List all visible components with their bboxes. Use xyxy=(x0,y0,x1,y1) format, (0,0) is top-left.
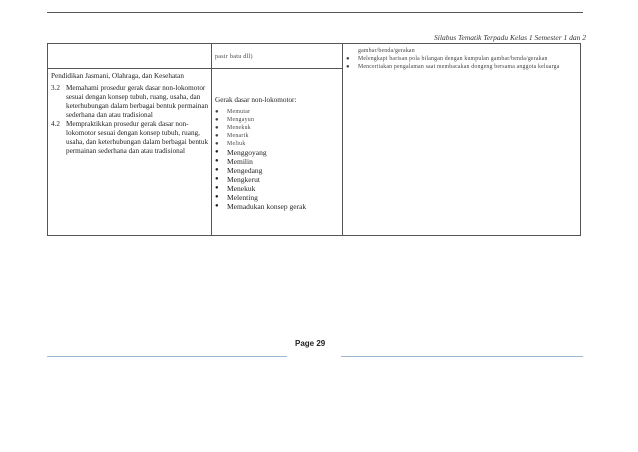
list-item: ● Memilin xyxy=(215,157,253,166)
list-item: ● Menarik xyxy=(215,133,249,139)
list-item: ● Memadukan konsep gerak xyxy=(215,202,307,211)
list-item: ● Menceritakan pengalaman saat membacakan dongeng bersama anggota keluarga xyxy=(346,64,560,70)
list-item: ● Meliuk xyxy=(215,141,246,147)
kd-text: Mempraktikkan prosedur gerak dasar non-lokomotor sesuai dengan konsep tubuh, ruang, usaha, dan keterhubungan dalam berbagai bentuk permainan sederhana dan atau tradisional xyxy=(66,120,209,155)
material-list-large xyxy=(215,148,341,211)
material-list-small xyxy=(215,108,341,148)
activity-continuation: gambar/benda/gerakan xyxy=(358,48,415,54)
list-item: ● Mengkerut xyxy=(215,175,260,184)
list-item: ● Menggoyang xyxy=(215,148,267,157)
row-divider xyxy=(48,68,342,69)
material-heading: Gerak dasar non-lokomotor: xyxy=(215,96,297,104)
material-cell xyxy=(215,96,341,211)
footer-rule xyxy=(47,356,287,357)
kd-item xyxy=(51,120,209,156)
kd-item xyxy=(51,84,209,120)
material-continuation: pasir batu dll) xyxy=(215,54,253,60)
list-item: ● Memutar xyxy=(215,109,251,115)
list-item: ● Melenting xyxy=(215,193,258,202)
list-item: ● Mengedang xyxy=(215,166,263,175)
kd-number: 4.2 xyxy=(51,120,60,128)
top-rule xyxy=(47,12,583,13)
footer-rule xyxy=(341,356,583,357)
syllabus-table xyxy=(47,43,581,236)
list-item: ● Menekuk xyxy=(215,184,256,193)
kd-number: 3.2 xyxy=(51,84,60,92)
list-item: ● Mengayun xyxy=(215,117,255,123)
competency-cell xyxy=(51,72,209,156)
list-item: ● Melengkapi barisan pola bilangan dengan kumpulan gambar/benda/gerakan xyxy=(346,56,548,62)
subject-name: Pendidikan Jasmani, Olahraga, dan Kesehatan xyxy=(51,72,184,80)
activity-cell xyxy=(346,47,578,71)
kd-text: Memahami prosedur gerak dasar non-lokomotor sesuai dengan konsep tubuh, ruang, usaha, dan keterhubungan dalam berbagai bentuk permainan sederhana dan atau tradisional xyxy=(66,84,209,119)
activity-list xyxy=(346,55,578,71)
list-item: ● Menekuk xyxy=(215,125,251,131)
page-number: Page 29 xyxy=(295,339,326,348)
column-divider xyxy=(211,44,212,235)
column-divider xyxy=(342,44,343,235)
header-title: Silabus Tematik Terpadu Kelas 1 Semester 1 dan 2 xyxy=(434,33,586,42)
